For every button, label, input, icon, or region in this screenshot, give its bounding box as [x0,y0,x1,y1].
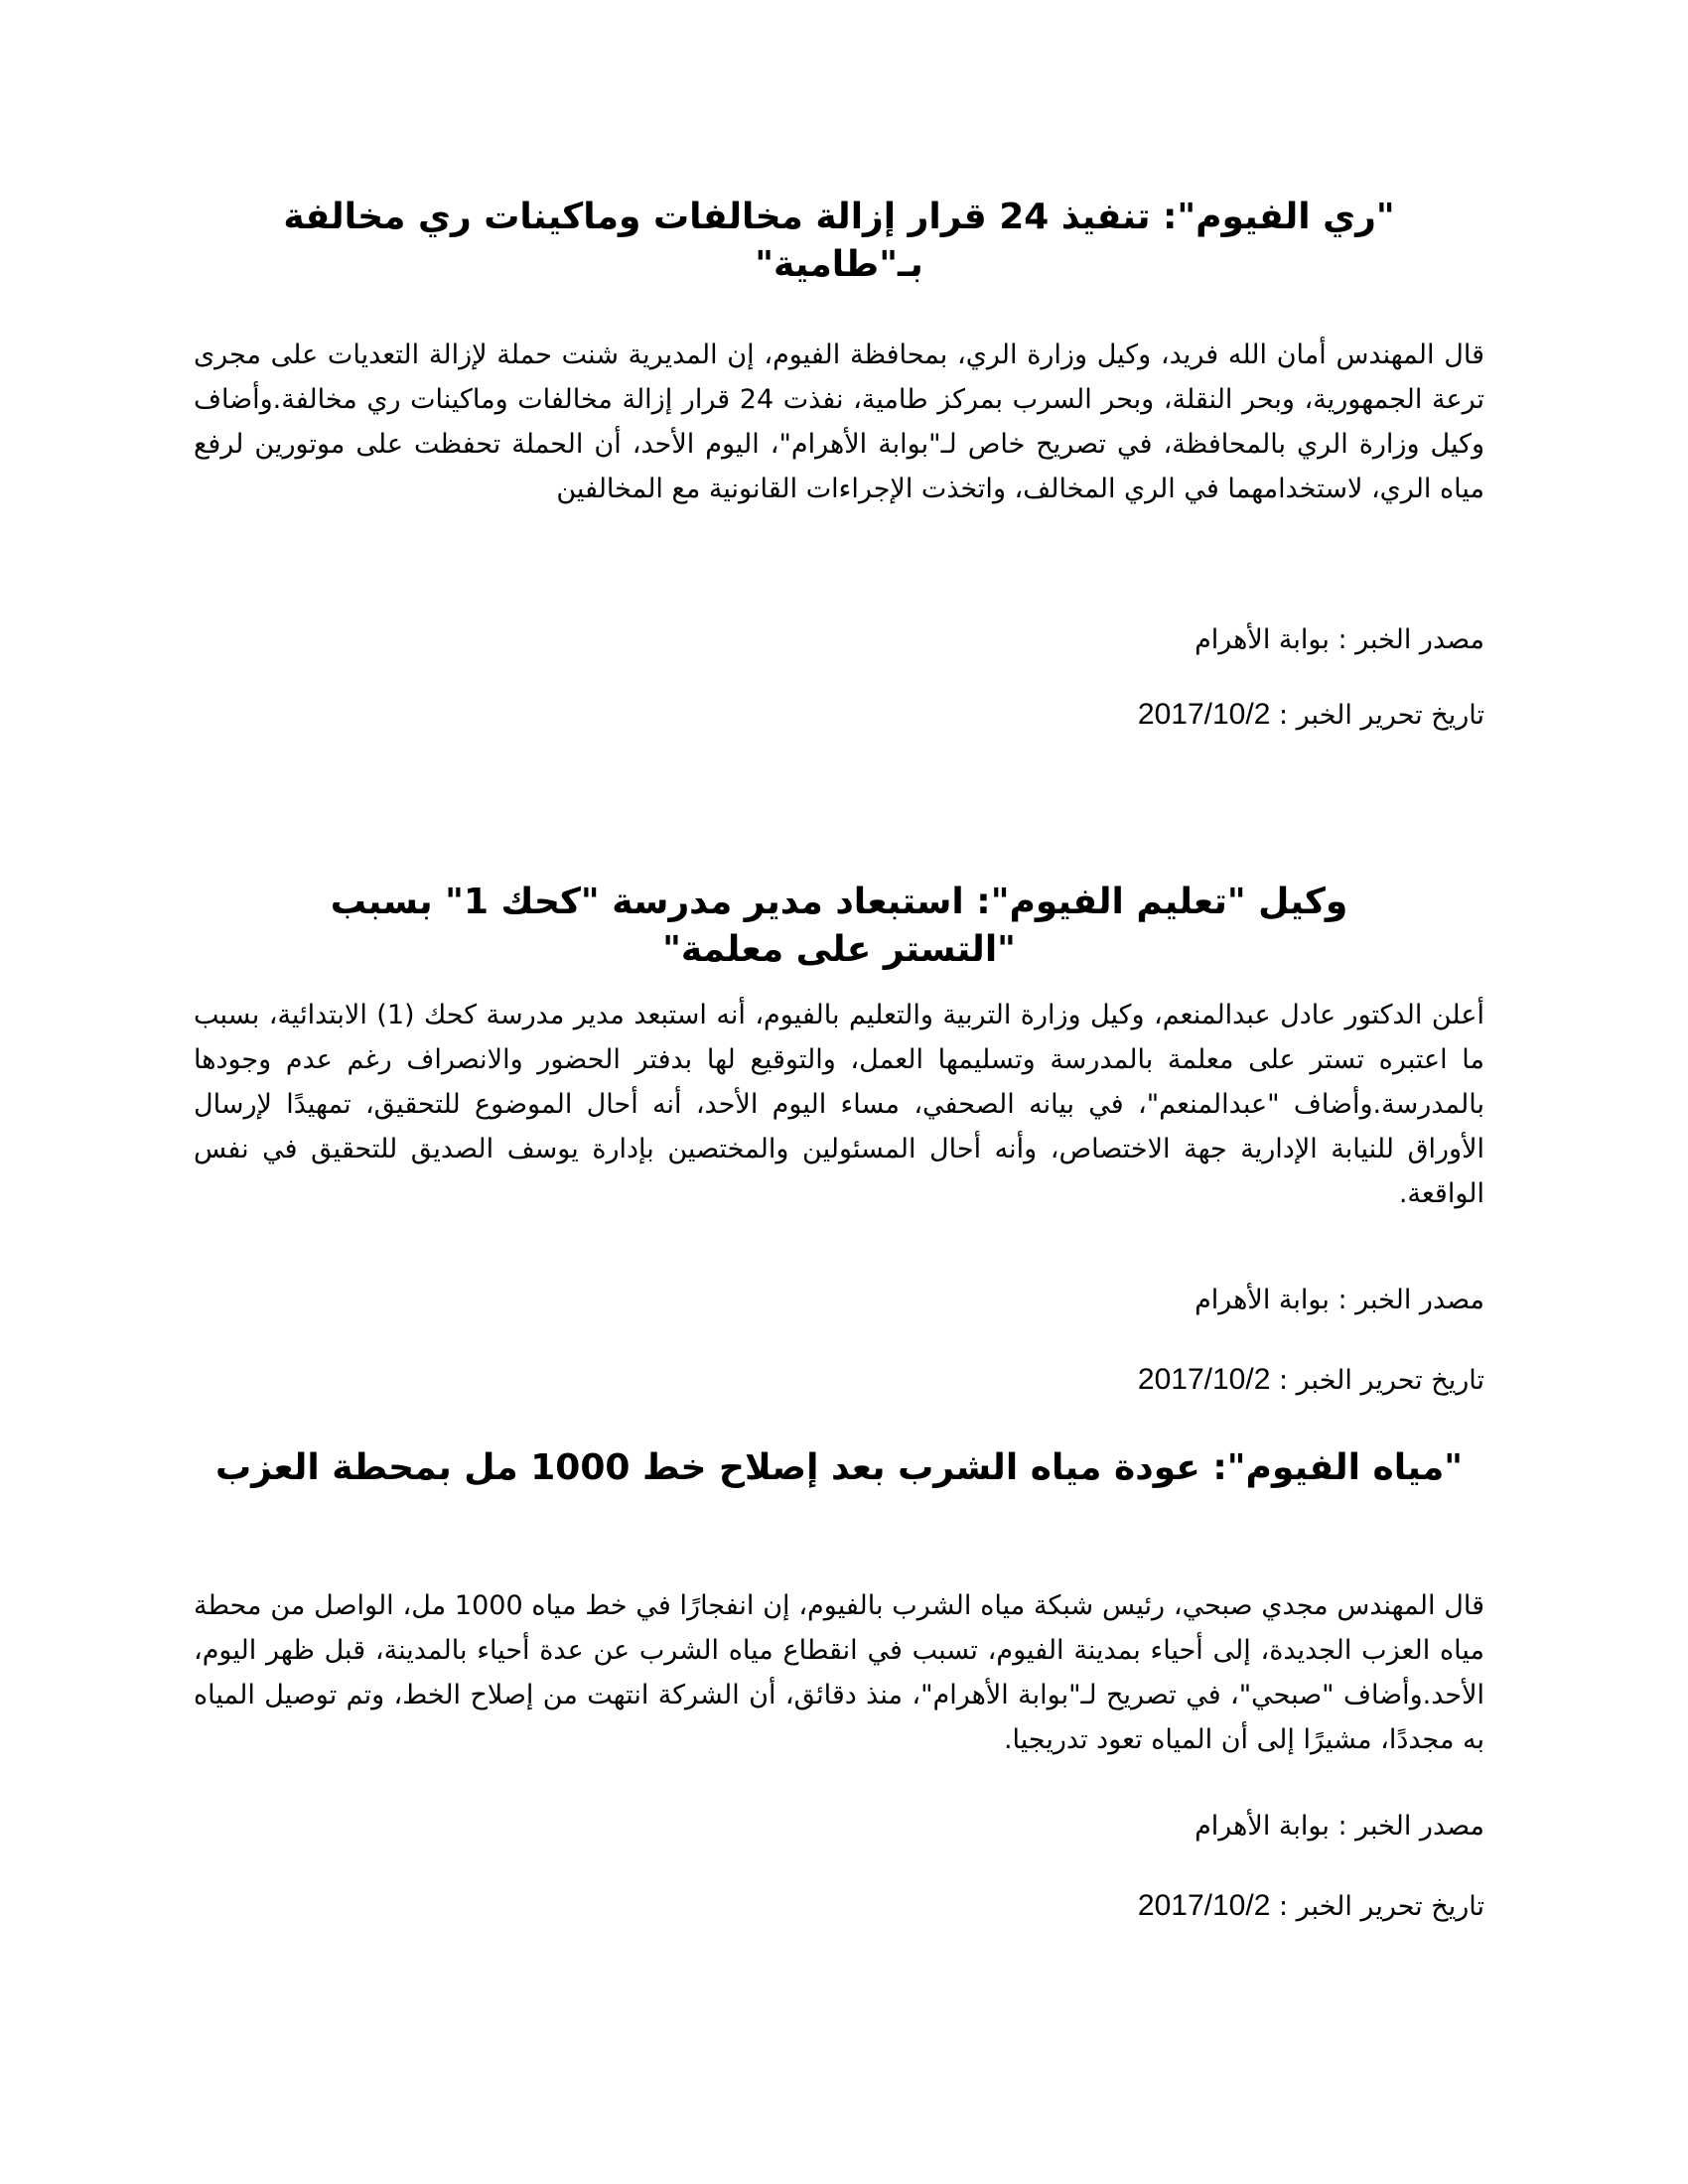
article-source-line [194,620,1484,660]
date-label: تاريخ تحرير الخبر : [1270,1365,1484,1396]
date-value: 2017/10/2 [1137,1889,1271,1922]
date-label: تاريخ تحرير الخبر : [1270,700,1484,731]
source-label: مصدر الخبر : [1329,624,1484,655]
date-value: 2017/10/2 [1137,698,1271,731]
date-label: تاريخ تحرير الخبر : [1270,1891,1484,1922]
article-date-line [194,1360,1484,1401]
article-body: قال المهندس أمان الله فريد، وكيل وزارة الري، بمحافظة الفيوم، إن المديرية شنت حملة لإزالة التعديات على مجرى ترعة الجمهورية، وبحر النقلة، وبحر السرب بمركز طامية، نفذت 24 قرار إزالة مخالفات وماكينات ري مخالفة.وأضاف وكيل وزارة الري بالمحافظة، في تصريح خاص لـ"بوابة الأهرام"، اليوم الأحد، أن الحملة تحفظت على موتورين لرفع مياه الري، لاستخدامهما في الري المخالف، واتخذت الإجراءات القانونية مع المخالفين [194,340,1485,504]
article-date-line [194,1886,1484,1927]
article-headline: "مياه الفيوم": عودة مياه الشرب بعد إصلاح خط 1000 مل بمحطة العزب [214,1447,1464,1488]
article-body: أعلن الدكتور عادل عبدالمنعم، وكيل وزارة التربية والتعليم بالفيوم، أنه استبعد مدير مدرسة كحك (1) الابتدائية، بسبب ما اعتبره تستر على معلمة بالمدرسة وتسليمها العمل، والتوقيع لها بدفتر الحضور والانصراف رغم عدم وجودها بالمدرسة.وأضاف "عبدالمنعم"، في بيانه الصحفي، مساء اليوم الأحد، أنه أحال الموضوع للتحقيق، تمهيدًا لإرسال الأوراق للنيابة الإدارية جهة الاختصاص، وأنه أحال المسئولين والمختصين بإدارة يوسف الصديق للتحقيق في نفس الواقعة. [194,1000,1484,1209]
article-source-line [194,1281,1484,1320]
article-date-line [194,695,1484,736]
source-label: مصدر الخبر : [1329,1811,1484,1842]
article-headline: "ري الفيوم": تنفيذ 24 قرار إزالة مخالفات وماكينات ري مخالفة بـ"طامية" [283,197,1395,285]
source-value: بوابة الأهرام [1195,624,1330,655]
article-body: قال المهندس مجدي صبحي، رئيس شبكة مياه الشرب بالفيوم، إن انفجارًا في خط مياه 1000 مل، الواصل من محطة مياه العزب الجديدة، إلى أحياء بمدينة الفيوم، تسبب في انقطاع مياه الشرب عن عدة أحياء بالمدينة، قبل ظهر اليوم، الأحد.وأضاف "صبحي"، في تصريح لـ"بوابة الأهرام"، منذ دقائق، أن الشركة انتهت من إصلاح الخط، وتم توصيل المياه به مجددًا، مشيرًا إلى أن المياه تعود تدريجيا. [194,1590,1484,1755]
article-headline: وكيل "تعليم الفيوم": استبعاد مدير مدرسة "كحك 1" بسبب "التستر على معلمة" [330,882,1348,970]
source-label: مصدر الخبر : [1329,1285,1484,1315]
source-value: بوابة الأهرام [1195,1811,1330,1842]
date-value: 2017/10/2 [1137,1363,1271,1396]
source-value: بوابة الأهرام [1195,1285,1330,1315]
article-source-line [194,1807,1484,1846]
